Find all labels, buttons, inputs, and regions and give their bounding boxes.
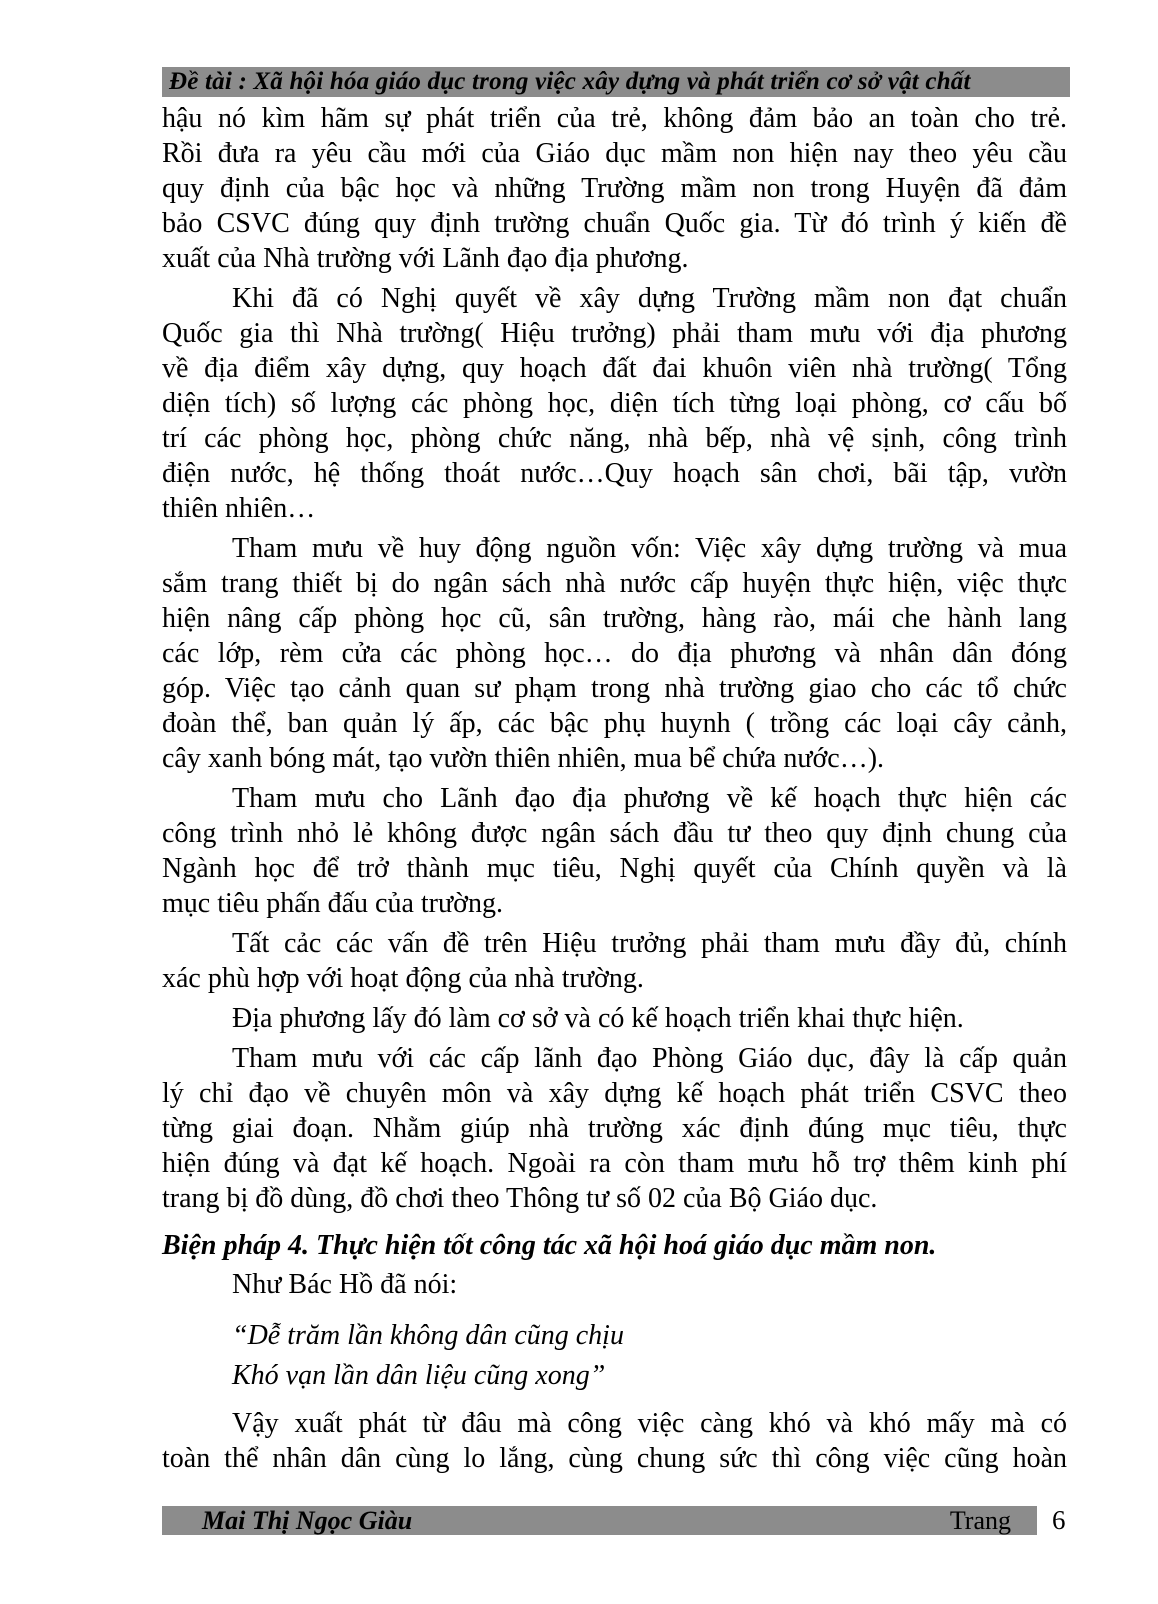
text-line: Ngành học để trở thành mục tiêu, Nghị quyết của Chính quyền và là <box>162 853 1067 884</box>
text-line: trí các phòng học, phòng chức năng, nhà bếp, nhà vệ sịnh, công trình <box>162 423 1067 454</box>
text-line: Tất cảc các vấn đề trên Hiệu trưởng phải tham mưu đầy đủ, chính <box>232 928 1067 959</box>
text-line: Rồi đưa ra yêu cầu mới của Giáo dục mầm non hiện nay theo yêu cầu <box>162 138 1067 169</box>
text-line: điện nước, hệ thống thoát nước…Quy hoạch sân chơi, bãi tập, vườn <box>162 458 1067 489</box>
quote <box>162 1316 1067 1396</box>
paragraph <box>162 1001 1067 1036</box>
text-line: Biện pháp 4. Thực hiện tốt công tác xã hội hoá giáo dục mầm non. <box>162 1230 937 1261</box>
header-bar <box>162 67 1070 97</box>
footer-author: Mai Thị Ngọc Giàu <box>202 1505 413 1535</box>
text-line: Tham mưu với các cấp lãnh đạo Phòng Giáo dục, đây là cấp quản <box>232 1043 1067 1074</box>
text-line: Địa phương lấy đó làm cơ sở và có kế hoạch triển khai thực hiện. <box>232 1003 964 1034</box>
paragraph <box>162 281 1067 526</box>
page-number: 6 <box>1052 1505 1066 1535</box>
paragraph <box>162 1267 1067 1302</box>
text-line: sắm trang thiết bị do ngân sách nhà nước cấp huyện thực hiện, việc thực <box>162 568 1067 599</box>
paragraph <box>162 926 1067 996</box>
text-line: xác phù hợp với hoạt động của nhà trường. <box>162 963 644 994</box>
text-line: toàn thể nhân dân cùng lo lắng, cùng chung sức thì công việc cũng hoàn <box>162 1443 1067 1474</box>
text-line: hiện đúng và đạt kế hoạch. Ngoài ra còn tham mưu hỗ trợ thêm kinh phí <box>162 1148 1067 1179</box>
text-line: mục tiêu phấn đấu của trường. <box>162 888 503 919</box>
heading <box>162 1228 1067 1263</box>
text-line: hậu nó kìm hãm sự phát triển của trẻ, không đảm bảo an toàn cho trẻ. <box>162 103 1067 134</box>
footer-page-label: Trang <box>949 1505 1011 1535</box>
text-line: Khó vạn lần dân liệu cũng xong” <box>232 1360 606 1391</box>
footer-bar <box>162 1506 1037 1535</box>
paragraph <box>162 1041 1067 1216</box>
text-line: Khi đã có Nghị quyết về xây dựng Trường mầm non đạt chuẩn <box>232 283 1067 314</box>
text-line: từng giai đoạn. Nhằm giúp nhà trường xác định đúng mục tiêu, thực <box>162 1113 1067 1144</box>
paragraph <box>162 531 1067 776</box>
text-line: cây xanh bóng mát, tạo vườn thiên nhiên, mua bể chứa nước…). <box>162 743 885 774</box>
text-line: công trình nhỏ lẻ không được ngân sách đầu tư theo quy định chung của <box>162 818 1067 849</box>
text-line: lý chỉ đạo về chuyên môn và xây dựng kế hoạch phát triển CSVC theo <box>162 1078 1067 1109</box>
text-line: thiên nhiên… <box>162 493 316 524</box>
text-line: Như Bác Hồ đã nói: <box>232 1269 458 1300</box>
text-line: quy định của bậc học và những Trường mầm non trong Huyện đã đảm <box>162 173 1067 204</box>
header-title: Đề tài : Xã hội hóa giáo dục trong việc xây dựng và phát triển cơ sở vật chất <box>169 68 971 95</box>
paragraph <box>162 1406 1067 1476</box>
paragraph <box>162 101 1067 276</box>
text-line: góp. Việc tạo cảnh quan sư phạm trong nhà trường giao cho các tổ chức <box>162 673 1067 704</box>
document-body <box>162 101 1067 1481</box>
text-line: Tham mưu cho Lãnh đạo địa phương về kế hoạch thực hiện các <box>232 783 1067 814</box>
text-line: Quốc gia thì Nhà trường( Hiệu trưởng) phải tham mưu với địa phương <box>162 318 1067 349</box>
text-line: đoàn thể, ban quản lý ấp, các bậc phụ huynh ( trồng các loại cây cảnh, <box>162 708 1067 739</box>
text-line: xuất của Nhà trường với Lãnh đạo địa phương. <box>162 243 689 274</box>
text-line: “Dễ trăm lần không dân cũng chịu <box>232 1320 624 1351</box>
text-line: về địa điểm xây dựng, quy hoạch đất đai khuôn viên nhà trường( Tổng <box>162 353 1067 384</box>
text-line: hiện nâng cấp phòng học cũ, sân trường, hàng rào, mái che hành lang <box>162 603 1067 634</box>
text-line: bảo CSVC đúng quy định trường chuẩn Quốc gia. Từ đó trình ý kiến đề <box>162 208 1067 239</box>
paragraph <box>162 781 1067 921</box>
text-line: Vậy xuất phát từ đâu mà công việc càng khó và khó mấy mà có <box>232 1408 1067 1439</box>
text-line: diện tích) số lượng các phòng học, diện tích từng loại phòng, cơ cấu bố <box>162 388 1067 419</box>
text-line: các lớp, rèm cửa các phòng học… do địa phương và nhân dân đóng <box>162 638 1067 669</box>
text-line: trang bị đồ dùng, đồ chơi theo Thông tư số 02 của Bộ Giáo dục. <box>162 1183 878 1214</box>
text-line: Tham mưu về huy động nguồn vốn: Việc xây dựng trường và mua <box>232 533 1067 564</box>
